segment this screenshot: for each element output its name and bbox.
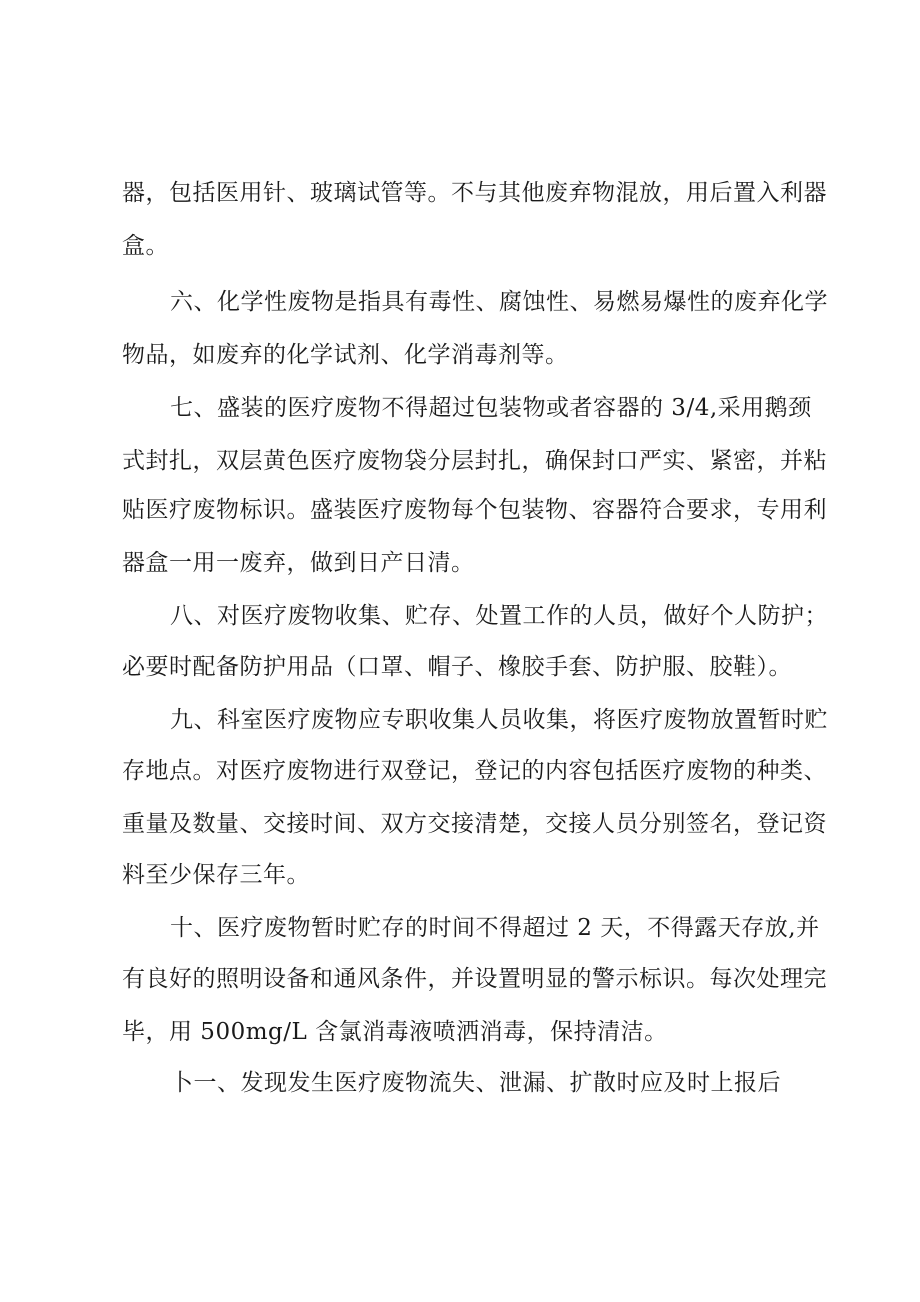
text-line: 六、化学性废物是指具有毒性、腐蚀性、易燃易爆性的废弃化学 [170,289,828,315]
text-line: 盒。 [122,233,169,259]
text-line: 重量及数量、交接时间、双方交接清楚，交接人员分别签名，登记资 [122,811,827,837]
text-line: 九、科室医疗废物应专职收集人员收集，将医疗废物放置暂时贮 [170,707,828,733]
text-line: 七、盛装的医疗废物不得超过包装物或者容器的 3/4,采用鹅颈 [170,395,812,421]
text-line: 式封扎，双层黄色医疗废物袋分层封扎，确保封口严实、紧密，并粘 [122,448,827,474]
text-line: 卜一、发现发生医疗废物流失、泄漏、扩散时应及时上报后 [170,1070,781,1096]
text-line: 器，包括医用针、玻璃试管等。不与其他废弃物混放，用后置入利器 [122,180,827,206]
text-line: 十、医疗废物暂时贮存的时间不得超过 2 天，不得露天存放,并 [170,915,820,941]
text-line: 必要时配备防护用品（口罩、帽子、橡胶手套、防护服、胶鞋）。 [122,654,792,680]
text-line: 有良好的照明设备和通风条件，并设置明显的警示标识。每次处理完 [122,966,827,992]
text-line: 料至少保存三年。 [122,862,310,888]
text-line: 贴医疗废物标识。盛装医疗废物每个包装物、容器符合要求，专用利 [122,497,827,523]
text-line: 物品，如废弃的化学试剂、化学消毒剂等。 [122,342,569,368]
text-line: 存地点。对医疗废物进行双登记，登记的内容包括医疗废物的种类、 [122,758,827,784]
text-line: 器盒一用一废弃，做到日产日清。 [122,550,475,576]
text-line: 毕，用 500mg/L 含氯消毒液喷洒消毒，保持清洁。 [122,1019,668,1045]
text-line: 八、对医疗废物收集、贮存、处置工作的人员，做好个人防护； [170,603,828,629]
